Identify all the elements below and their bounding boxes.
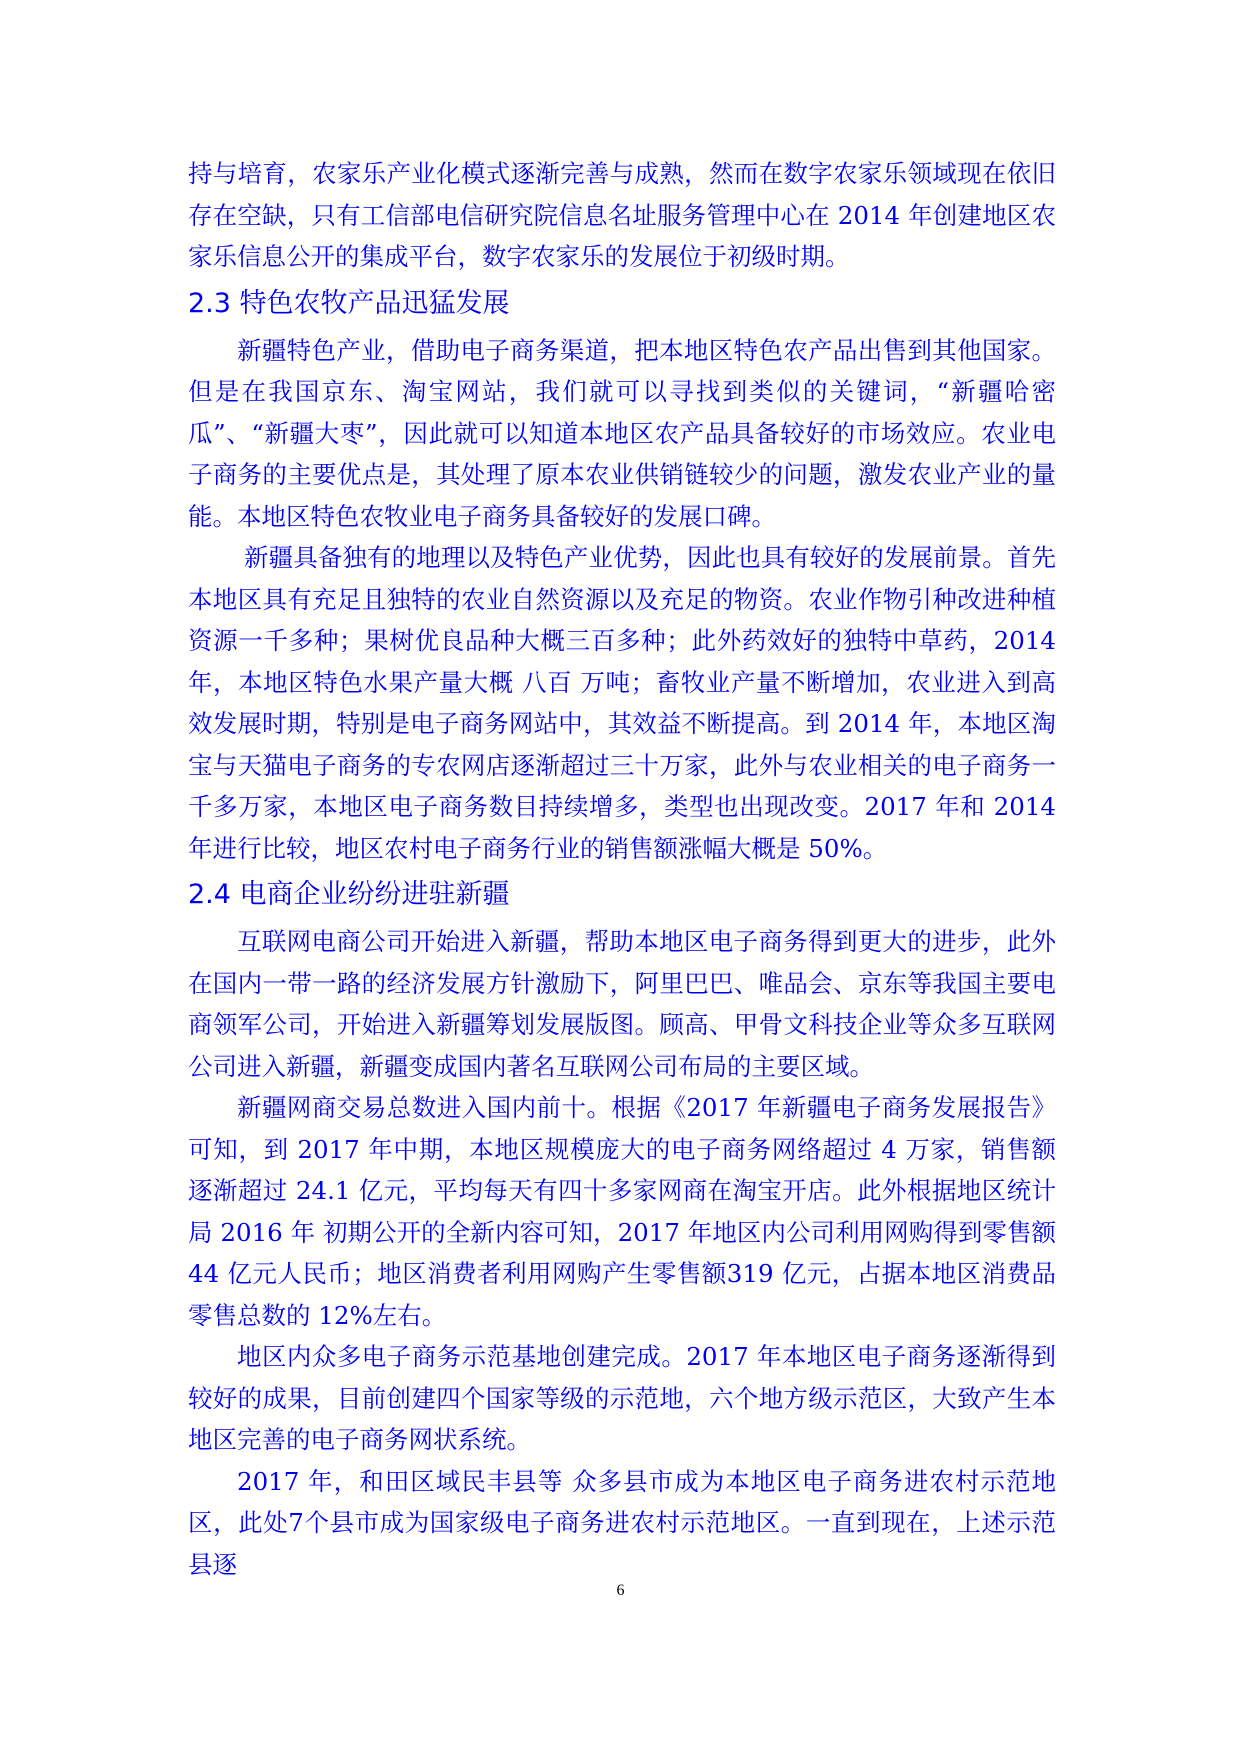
page-number: 6 — [616, 1582, 625, 1599]
paragraph-demonstration-counties: 2017 年，和田区域民丰县等 众多县市成为本地区电子商务进农村示范地区，此处7个县市成为国家级电子商务进农村示范地区。一直到现在，上述示范县逐 — [188, 1466, 1056, 1579]
paragraph-demonstration-bases: 地区内众多电子商务示范基地创建完成。2017 年本地区电子商务逐渐得到较好的成果，目前创建四个国家等级的示范地，六个地方级示范区，大致产生本地区完善的电子商务网状系统。 — [188, 1342, 1056, 1454]
document-body — [188, 153, 1056, 1585]
paragraph-continuation: 持与培育，农家乐产业化模式逐渐完善与成熟，然而在数字农家乐领域现在依旧存在空缺，只有工信部电信研究院信息名址服务管理中心在 2014 年创建地区农家乐信息公开的集成平台，数字农家乐的发展位于初级时期。 — [188, 159, 1056, 271]
section-heading-2-4: 2.4 电商企业纷纷进驻新疆 — [188, 879, 510, 910]
paragraph-ecommerce-companies: 互联网电商公司开始进入新疆，帮助本地区电子商务得到更大的进步，此外在国内一带一路的经济发展方针激励下，阿里巴巴、唯品会、京东等我国主要电商领军公司，开始进入新疆筹划发展版图。顾高、甲骨文科技企业等众多互联网公司进入新疆，新疆变成国内著名互联网公司布局的主要区域。 — [188, 927, 1056, 1081]
paragraph-specialty-products: 新疆特色产业，借助电子商务渠道，把本地区特色农产品出售到其他国家。但是在我国京东、淘宝网站，我们就可以寻找到类似的关键词，“新疆哈密瓜”、“新疆大枣”，因此就可以知道本地区农产品具备较好的市场效应。农业电子商务的主要优点是，其处理了原本农业供销链较少的问题，激发农业产业的量能。本地区特色农牧业电子商务具备较好的发展口碑。 — [188, 335, 1056, 531]
paragraph-online-trade-volume: 新疆网商交易总数进入国内前十。根据《2017 年新疆电子商务发展报告》可知，到 2017 年中期，本地区规模庞大的电子商务网络超过 4 万家，销售额逐渐超过 24.1 亿元，平均每天有四十多家网商在淘宝开店。此外根据地区统计局 2016 年 初期公开的全新内容可知，2017 年地区内公司利用网购得到零售额 44 亿元人民币；地区消费者利用网购产生零售额319 亿元，占据本地区消费品零售总数的 12%左右。 — [188, 1093, 1056, 1330]
paragraph-geographic-advantages: 新疆具备独有的地理以及特色产业优势，因此也具有较好的发展前景。首先本地区具有充足且独特的农业自然资源以及充足的物资。农业作物引种改进种植资源一千多种；果树优良品种大概三百多种；此外药效好的独特中草药，2014 年，本地区特色水果产量大概 八百 万吨；畜牧业产量不断增加，农业进入到高效发展时期，特别是电子商务网站中，其效益不断提高。到 2014 年，本地区淘宝与天猫电子商务的专农网店逐渐超过三十万家，此外与农业相关的电子商务一千多万家，本地区电子商务数目持续增多，类型也出现改变。2017 年和 2014 年进行比较，地区农村电子商务行业的销售额涨幅大概是 50%。 — [188, 543, 1056, 863]
section-heading-2-3: 2.3 特色农牧产品迅猛发展 — [188, 287, 510, 319]
